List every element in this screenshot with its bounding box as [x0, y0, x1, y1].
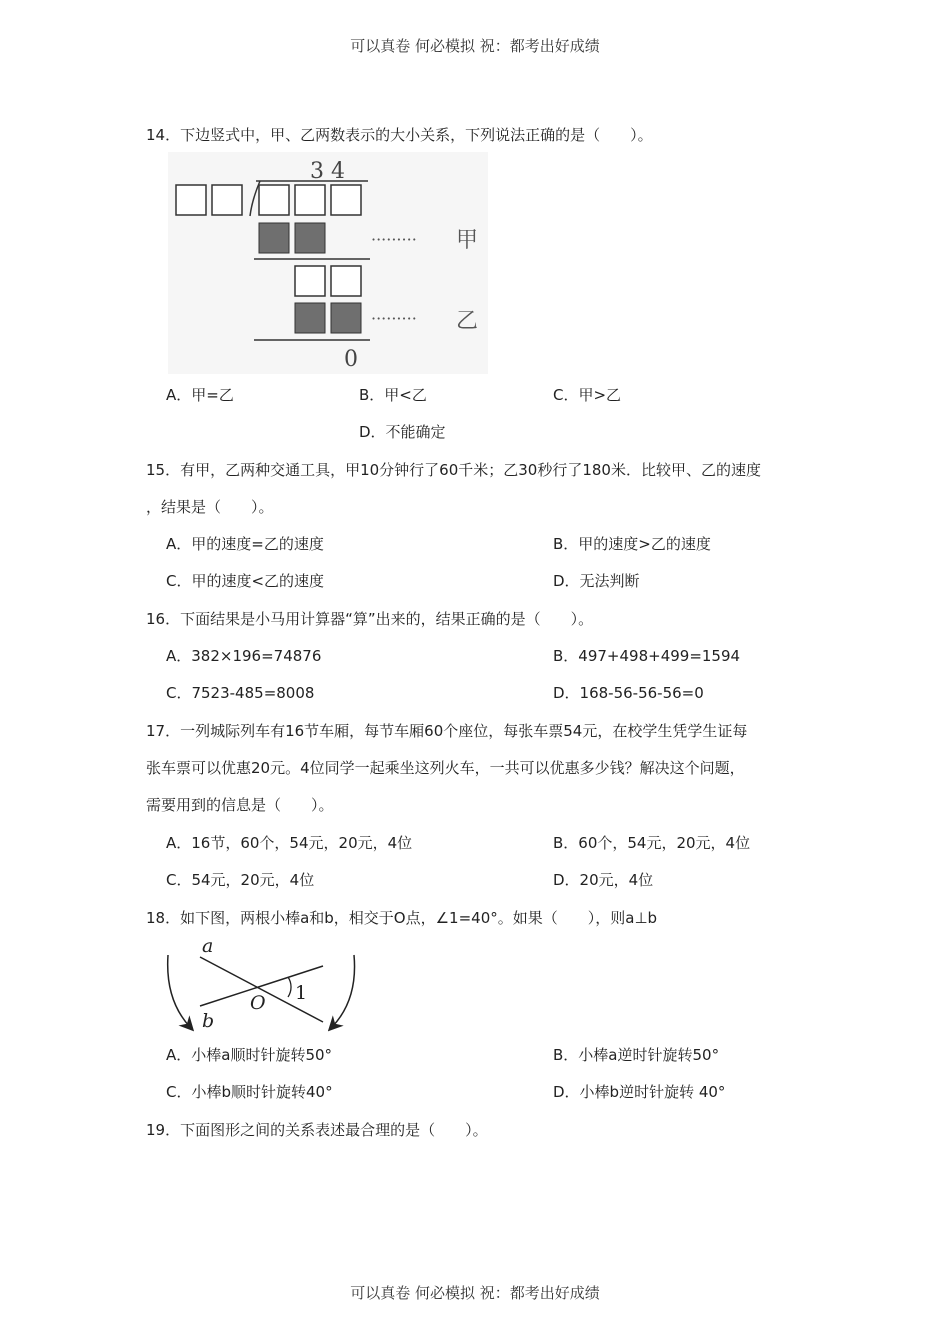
label-jia: 甲 — [456, 228, 479, 253]
left-rotation-arrow — [168, 955, 190, 1027]
question-15-line2: ，结果是（ ）。 — [146, 498, 274, 516]
question-18-stem: 18．如下图，两根小棒a和b，相交于O点，∠1=40°。如果（ ），则a⊥b — [146, 909, 658, 927]
q14-option-a[interactable]: A．甲=乙 — [166, 386, 234, 404]
q18-option-c[interactable]: C．小棒b顺时针旋转40° — [166, 1083, 333, 1101]
q17-option-c[interactable]: C．54元，20元，4位 — [166, 871, 315, 889]
dividend-box-1 — [259, 185, 289, 215]
shaded-box-b-1 — [295, 303, 325, 333]
q16-option-d[interactable]: D．168-56-56-56=0 — [553, 684, 704, 702]
question-14-stem: 14．下边竖式中，甲、乙两数表示的大小关系，下列说法正确的是（ ）。 — [146, 126, 653, 144]
shaded-box-b-2 — [331, 303, 361, 333]
divisor-box-2 — [212, 185, 242, 215]
q17-option-b[interactable]: B．60个，54元，20元，4位 — [553, 834, 751, 852]
question-15-line1: 15．有甲，乙两种交通工具，甲10分钟行了60千米；乙30秒行了180米．比较甲、乙的速度 — [146, 461, 761, 479]
page-footer: 可以真卷 何必模拟 祝：都考出好成绩 — [350, 1284, 600, 1302]
angle-1-arc — [288, 977, 291, 997]
label-yi: 乙 — [456, 309, 479, 334]
q18-option-b[interactable]: B．小棒a逆时针旋转50° — [553, 1046, 720, 1064]
q16-option-b[interactable]: B．497+498+499=1594 — [553, 647, 741, 665]
division-quotient: 3 4 — [310, 159, 345, 184]
remainder-box-2 — [331, 266, 361, 296]
intersecting-sticks-figure — [160, 935, 370, 1035]
q18-option-d[interactable]: D．小棒b逆时针旋转 40° — [553, 1083, 726, 1101]
shaded-box-a-2 — [295, 223, 325, 253]
question-17-line1: 17．一列城际列车有16节车厢，每节车厢60个座位，每张车票54元，在校学生凭学生证每 — [146, 722, 748, 740]
q16-option-a[interactable]: A．382×196=74876 — [166, 647, 322, 665]
division-remainder: 0 — [344, 347, 358, 372]
remainder-box-1 — [295, 266, 325, 296]
q15-option-c[interactable]: C．甲的速度<乙的速度 — [166, 572, 325, 590]
long-division-figure — [168, 152, 488, 374]
q17-option-d[interactable]: D．20元，4位 — [553, 871, 654, 889]
q15-option-a[interactable]: A．甲的速度=乙的速度 — [166, 535, 324, 553]
dots-a: ········· — [371, 230, 417, 249]
question-17-line2: 张车票可以优惠20元。4位同学一起乘坐这列火车，一共可以优惠多少钱？解决这个问题， — [146, 759, 745, 777]
question-16-stem: 16．下面结果是小马用计算器“算”出来的，结果正确的是（ ）。 — [146, 610, 594, 628]
right-rotation-arrow — [332, 955, 355, 1027]
q14-option-b[interactable]: B．甲<乙 — [359, 386, 427, 404]
dots-b: ········· — [371, 309, 417, 328]
label-o: O — [250, 992, 266, 1014]
dividend-box-3 — [331, 185, 361, 215]
q14-option-d[interactable]: D．不能确定 — [359, 423, 446, 441]
q15-option-b[interactable]: B．甲的速度>乙的速度 — [553, 535, 711, 553]
q16-option-c[interactable]: C．7523-485=8008 — [166, 684, 315, 702]
divisor-box-1 — [176, 185, 206, 215]
q17-option-a[interactable]: A．16节，60个，54元，20元，4位 — [166, 834, 413, 852]
dividend-box-2 — [295, 185, 325, 215]
label-angle-1: 1 — [295, 982, 308, 1004]
q15-option-d[interactable]: D．无法判断 — [553, 572, 640, 590]
question-19-stem: 19．下面图形之间的关系表述最合理的是（ ）。 — [146, 1121, 488, 1139]
q14-option-c[interactable]: C．甲>乙 — [553, 386, 622, 404]
page-header: 可以真卷 何必模拟 祝：都考出好成绩 — [350, 37, 600, 55]
label-a: a — [202, 935, 214, 957]
question-17-line3: 需要用到的信息是（ ）。 — [146, 796, 334, 814]
q18-option-a[interactable]: A．小棒a顺时针旋转50° — [166, 1046, 333, 1064]
label-b: b — [202, 1010, 215, 1032]
shaded-box-a-1 — [259, 223, 289, 253]
